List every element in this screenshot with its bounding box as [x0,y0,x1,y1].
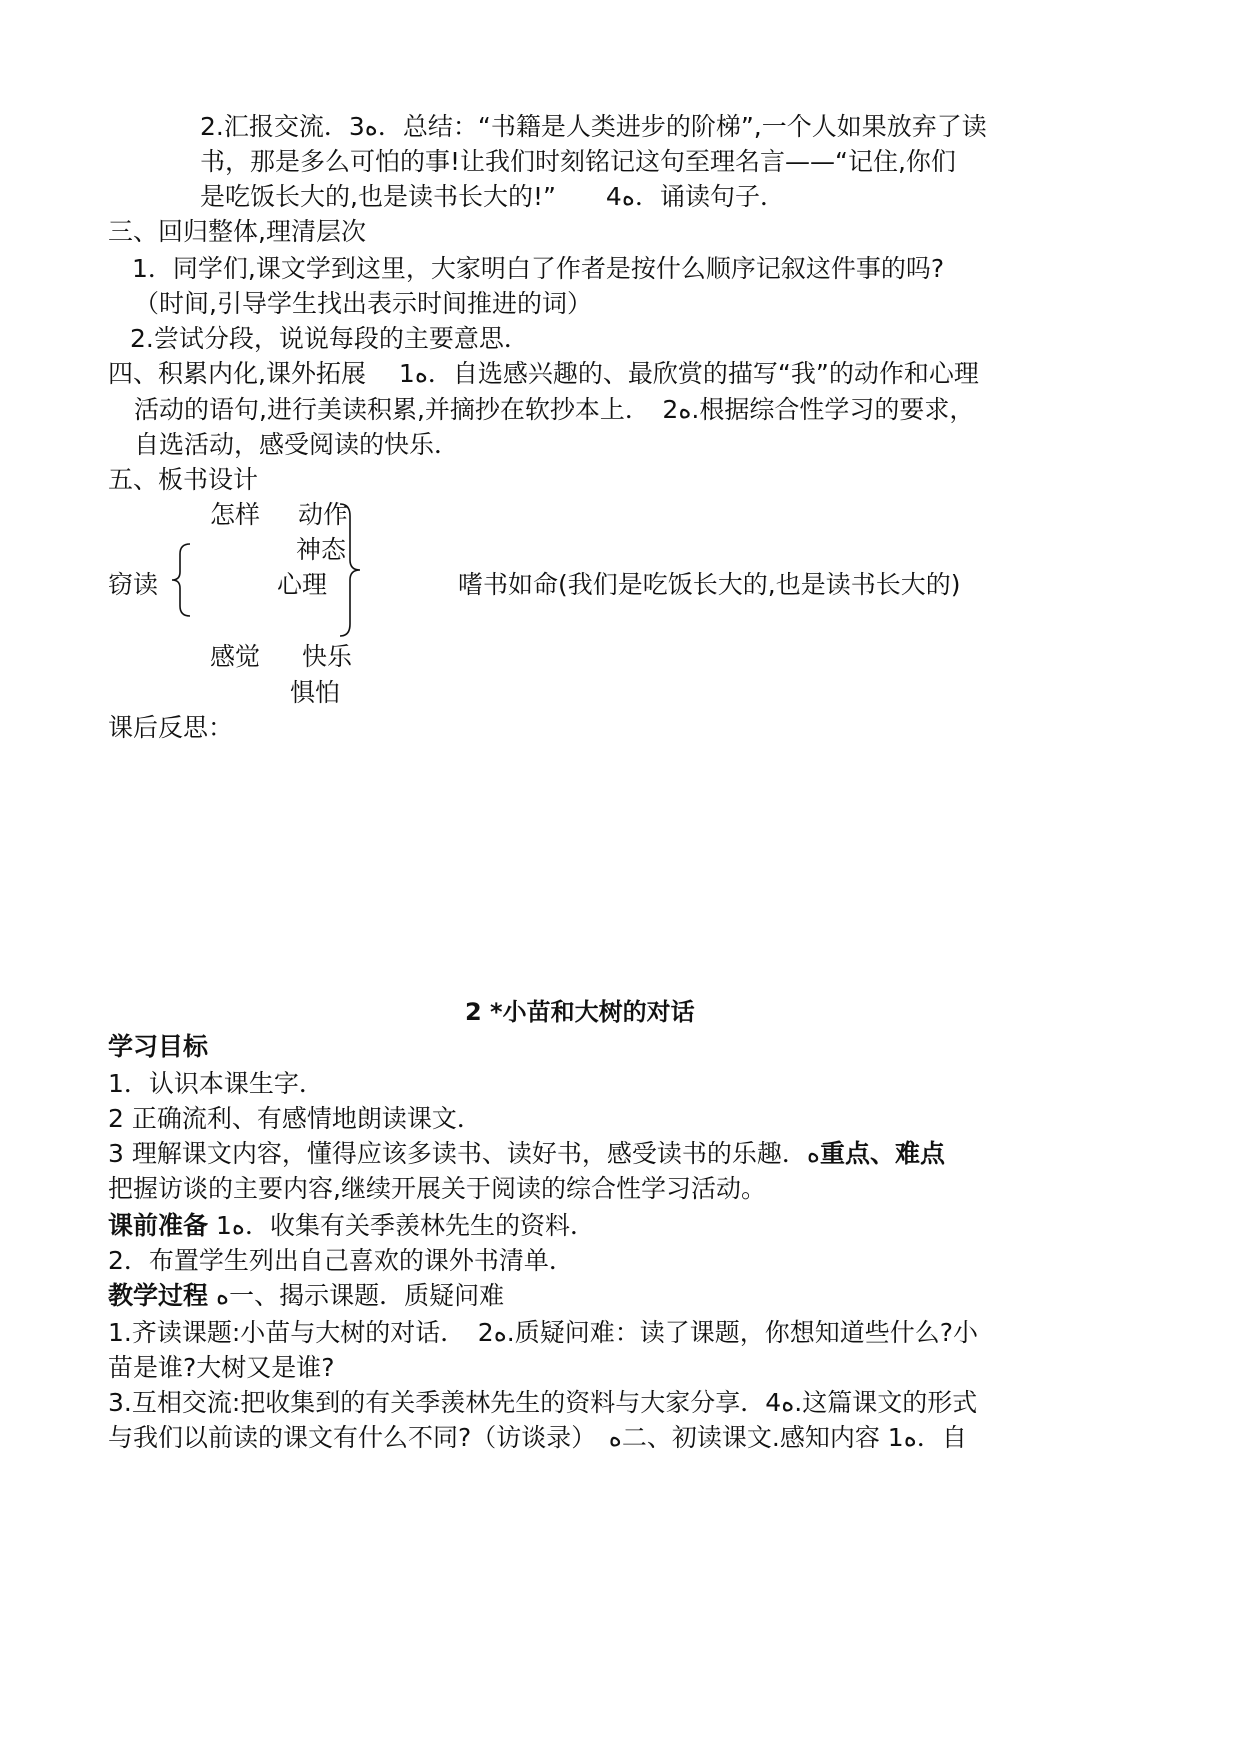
text-line: 1．同学们,课文学到这里，大家明白了作者是按什么顺序记叙这件事的吗? [132,254,945,283]
text-line: 活动的语句,进行美读积累,并摘抄在软抄本上． 2ﻩ.根据综合性学习的要求， [134,395,975,424]
prep-heading: 课前准备 [108,1211,209,1240]
process-item: ﻩ一、揭示课题．质疑问难 [208,1281,505,1310]
text-line: 2 正确流利、有感情地朗读课文． [108,1104,482,1133]
lesson-title: 2 *小苗和大树的对话 [465,998,695,1026]
board-word: 窃读 [108,570,159,599]
text-line: 是吃饭长大的,也是读书长大的!” 4ﻩ．诵读句子． [200,182,785,211]
text-line: （时间,引导学生找出表示时间推进的词） [134,289,592,318]
section-heading: 三、回归整体,理清层次 [108,217,366,246]
text-line [108,1137,945,1171]
board-word: 怎样 [210,500,261,529]
goal-text: 3 理解课文内容，懂得应该多读书、读好书，感受读书的乐趣．ﻩ [108,1139,820,1168]
text-line: 把握访谈的主要内容,继续开展关于阅读的综合性学习活动。 [108,1174,766,1203]
text-line [108,1279,504,1313]
text-line: 2.尝试分段，说说每段的主要意思． [130,324,529,353]
board-word: 惧怕 [290,678,341,707]
section-heading: 五、板书设计 [108,465,259,494]
right-brace-icon [336,500,366,640]
board-word: 心理 [277,570,328,599]
board-word: 快乐 [302,642,353,671]
board-summary: 嗜书如命(我们是吃饭长大的,也是读书长大的) [458,570,961,599]
text-line: 与我们以前读的课文有什么不同?（访谈录） ﻩ二、初读课文.感知内容 1ﻩ．自 [108,1423,967,1452]
reflection-label: 课后反思： [108,713,234,742]
process-heading: 教学过程 [108,1281,209,1310]
key-points-heading: 重点、难点 [819,1139,945,1168]
text-line [108,1209,595,1243]
left-brace-icon [168,540,198,620]
text-line: 1.齐读课题:小苗与大树的对话． 2ﻩ.质疑问难：读了课题，你想知道些什么?小 [108,1318,979,1347]
board-word: 感觉 [210,642,261,671]
board-word: 神态 [296,535,347,564]
board-word: 动作 [298,500,349,529]
text-line: 2．布置学生列出自己喜欢的课外书清单． [108,1246,574,1275]
text-line: 2.汇报交流．3ﻩ．总结：“书籍是人类进步的阶梯”,一个人如果放弃了读 [200,112,987,141]
text-line: 苗是谁?大树又是谁? [108,1353,335,1382]
text-line: 自选活动，感受阅读的快乐． [134,430,460,459]
text-line: 1．认识本课生字． [108,1069,324,1098]
goals-heading: 学习目标 [108,1032,209,1061]
section-heading: 四、积累内化,课外拓展 1ﻩ．自选感兴趣的、最欣赏的描写“我”的动作和心理 [108,359,979,388]
text-line: 书，那是多么可怕的事!让我们时刻铭记这句至理名言——“记住,你们 [200,147,956,176]
text-line: 3.互相交流:把收集到的有关季羡林先生的资料与大家分享．4ﻩ.这篇课文的形式 [108,1388,978,1417]
prep-item: 1ﻩ．收集有关季羡林先生的资料． [208,1211,595,1240]
